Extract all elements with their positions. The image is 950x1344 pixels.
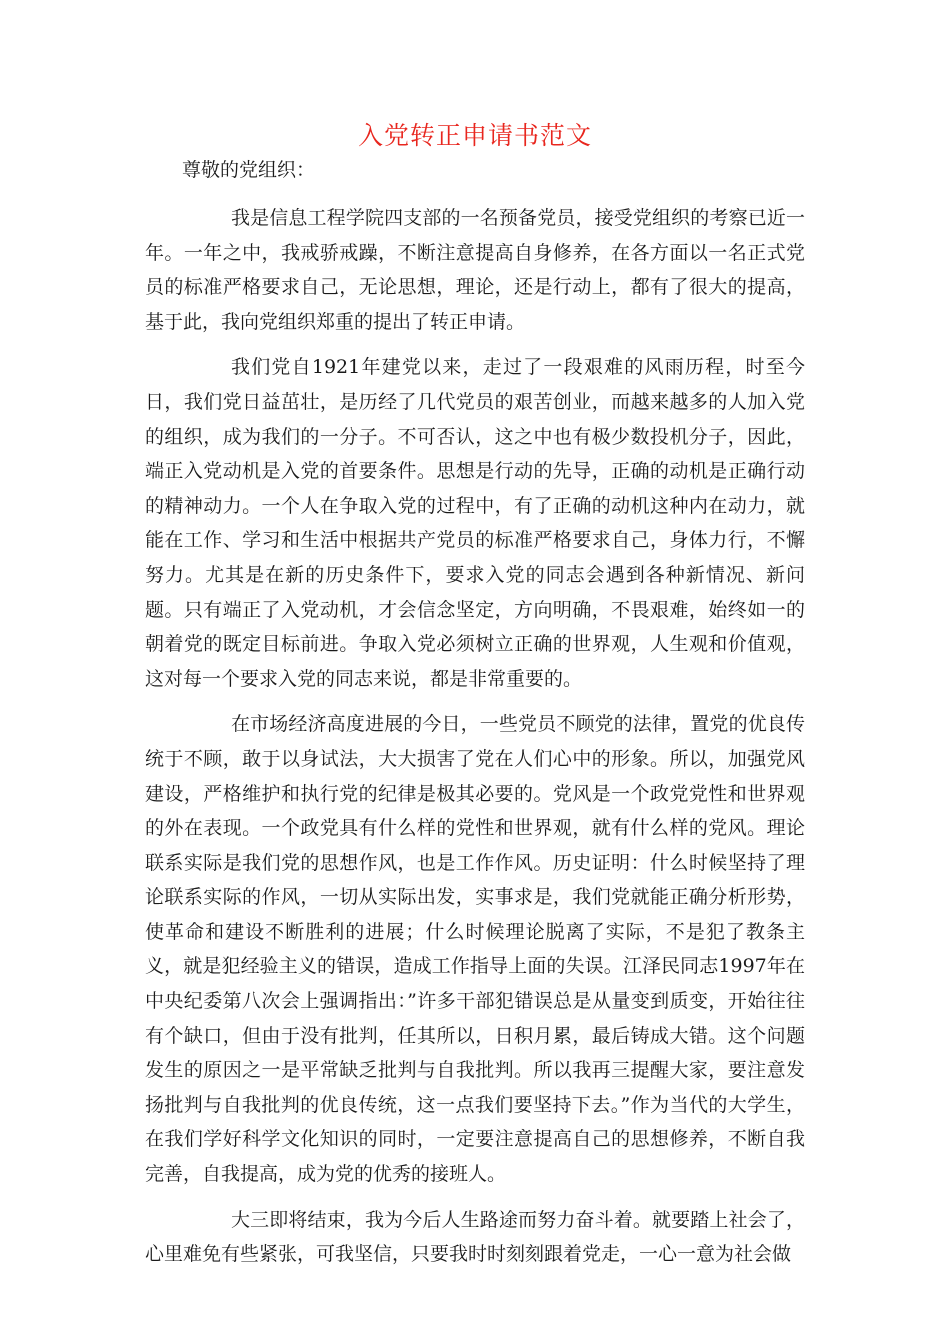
paragraph-3: 在市场经济高度进展的今日，一些党员不顾党的法律，置党的优良传统于不顾，敢于以身试法，大大损害了党在人们心中的形象。所以，加强党风建设，严格维护和执行党的纪律是极其必要的。党风是一个政党党性和世界观的外在表现。一个政党具有什么样的党性和世界观，就有什么样的党风。理论联系实际是我们党的思想作风，也是工作作风。历史证明：什么时候坚持了理论联系实际的作风，一切从实际出发，实事求是，我们党就能正确分析形势，使革命和建设不断胜利的进展；什么时候理论脱离了实际，不是犯了教条主义，就是犯经验主义的错误，造成工作指导上面的失误。江泽民同志1997年在中央纪委第八次会上强调指出：”许多干部犯错误总是从量变到质变，开始往往有个缺口，但由于没有批判，任其所以，日积月累，最后铸成大错。这个问题发生的原因之一是平常缺乏批判与自我批判。所以我再三提醒大家，要注意发扬批判与自我批判的优良传统，这一点我们要坚持下去。”作为当代的大学生，在我们学好科学文化知识的同时，一定要注意提高自己的思想修养，不断自我完善，自我提高，成为党的优秀的接班人。: [145, 713, 805, 1186]
salutation: 尊敬的党组织：: [182, 159, 316, 181]
paragraph-1: 我是信息工程学院四支部的一名预备党员，接受党组织的考察已近一年。一年之中，我戒骄戒躁，不断注意提高自身修养，在各方面以一名正式党员的标准严格要求自己，无论思想，理论，还是行动上，都有了很大的提高，基于此，我向党组织郑重的提出了转正申请。: [145, 207, 805, 333]
paragraph-4: 大三即将结束，我为今后人生路途而努力奋斗着。就要踏上社会了，心里难免有些紧张，可我坚信，只要我时时刻刻跟着党走，一心一意为社会做: [145, 1208, 805, 1266]
document-title: 入党转正申请书范文: [357, 121, 592, 150]
paragraph-2: 我们党自1921年建党以来，走过了一段艰难的风雨历程，时至今日，我们党日益茁壮，是历经了几代党员的艰苦创业，而越来越多的人加入党的组织，成为我们的一分子。不可否认，这之中也有极少数投机分子，因此，端正入党动机是入党的首要条件。思想是行动的先导，正确的动机是正确行动的精神动力。一个人在争取入党的过程中，有了正确的动机这种内在动力，就能在工作、学习和生活中根据共产党员的标准严格要求自己，身体力行，不懈努力。尤其是在新的历史条件下，要求入党的同志会遇到各种新情况、新问题。只有端正了入党动机，才会信念坚定，方向明确，不畏艰难，始终如一的朝着党的既定目标前进。争取入党必须树立正确的世界观，人生观和价值观，这对每一个要求入党的同志来说，都是非常重要的。: [145, 356, 805, 690]
document-body: [145, 155, 805, 1272]
